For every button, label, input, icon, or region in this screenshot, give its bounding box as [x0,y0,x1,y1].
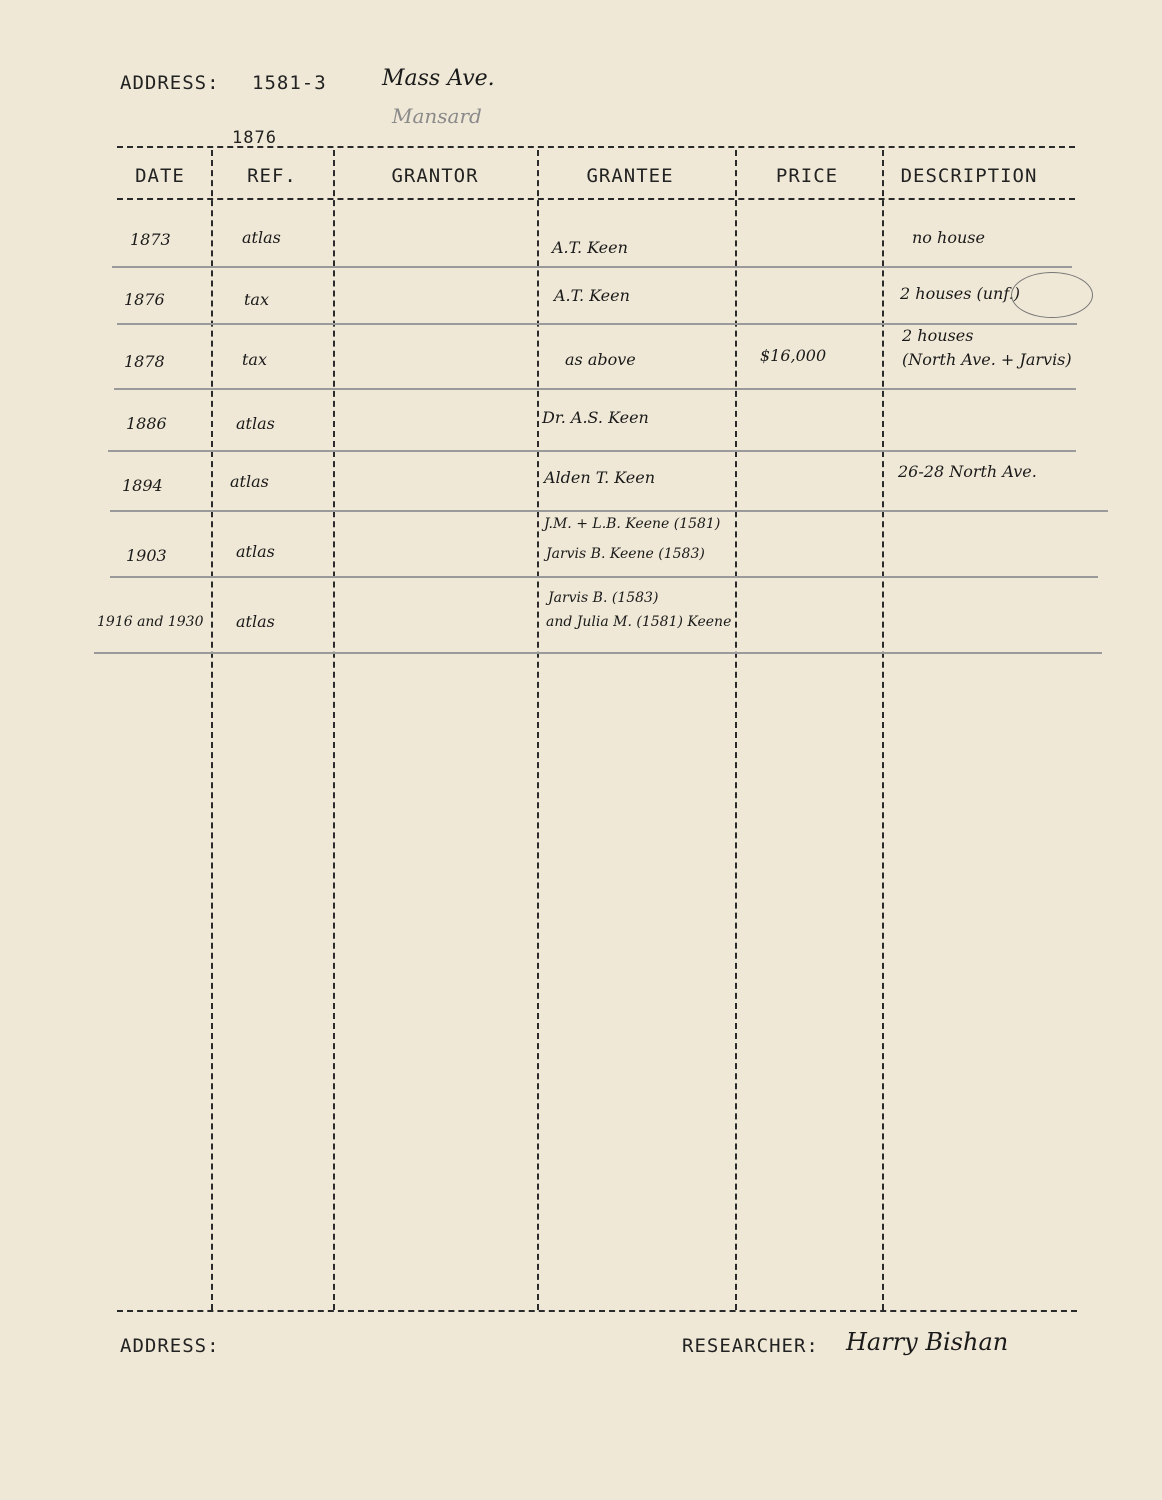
row-date: 1876 [124,290,165,309]
row-grantee: J.M. + L.B. Keene (1581) [544,516,721,532]
column-header-ref: REF. [247,165,297,187]
row-description: 26-28 North Ave. [898,462,1037,481]
row-ref: atlas [236,414,275,433]
row-date: 1878 [124,352,165,371]
row-description: no house [912,228,985,247]
row-grantee: as above [565,350,636,369]
address-street: Mass Ave. [382,66,495,91]
row-ref: atlas [236,542,275,561]
row-date: 1894 [122,476,163,495]
row-grantee: A.T. Keen [554,286,630,305]
researcher-label: RESEARCHER: [682,1335,819,1357]
researcher-name: Harry Bishan [846,1328,1009,1356]
table-top-rule [117,146,1075,148]
row-grantee-line2: and Julia M. (1581) Keene [546,614,732,630]
row-description-line2: (North Ave. + Jarvis) [902,350,1072,369]
row-ref: atlas [236,612,275,631]
row-grantee-line2: Jarvis B. Keene (1583) [546,546,705,562]
row-separator [117,323,1077,325]
table-header-rule [117,198,1075,200]
row-date: 1903 [126,546,167,565]
row-grantee: Jarvis B. (1583) [548,590,659,606]
row-separator [94,652,1102,654]
row-ref: tax [242,350,267,369]
row-separator [110,576,1098,578]
row-date: 1886 [126,414,167,433]
row-separator [108,450,1076,452]
style-note: Mansard [392,104,482,128]
row-grantee: Alden T. Keen [544,468,656,487]
year-note: 1876 [232,128,277,148]
column-header-description: DESCRIPTION [900,165,1038,187]
column-header-grantor: GRANTOR [391,165,479,187]
address-label: ADDRESS: [120,72,220,94]
row-date: 1873 [130,230,171,249]
address-number: 1581-3 [252,72,327,94]
row-date: 1916 and 1930 [97,614,204,630]
row-price: $16,000 [760,346,827,365]
row-separator [114,388,1076,390]
row-separator [110,510,1108,512]
column-header-date: DATE [135,165,185,187]
row-grantee: A.T. Keen [552,238,628,257]
row-ref: atlas [230,472,269,491]
row-description: 2 houses [902,326,974,345]
table-bottom-rule [117,1310,1077,1312]
footer-address-label: ADDRESS: [120,1335,220,1357]
row-grantee: Dr. A.S. Keen [542,408,649,427]
column-header-grantee: GRANTEE [586,165,674,187]
row-ref: tax [244,290,269,309]
row-ref: atlas [242,228,281,247]
row-separator [112,266,1072,268]
column-header-price: PRICE [775,165,839,187]
pencil-circle [1011,272,1093,318]
row-description: 2 houses (unf.) [900,284,1021,303]
